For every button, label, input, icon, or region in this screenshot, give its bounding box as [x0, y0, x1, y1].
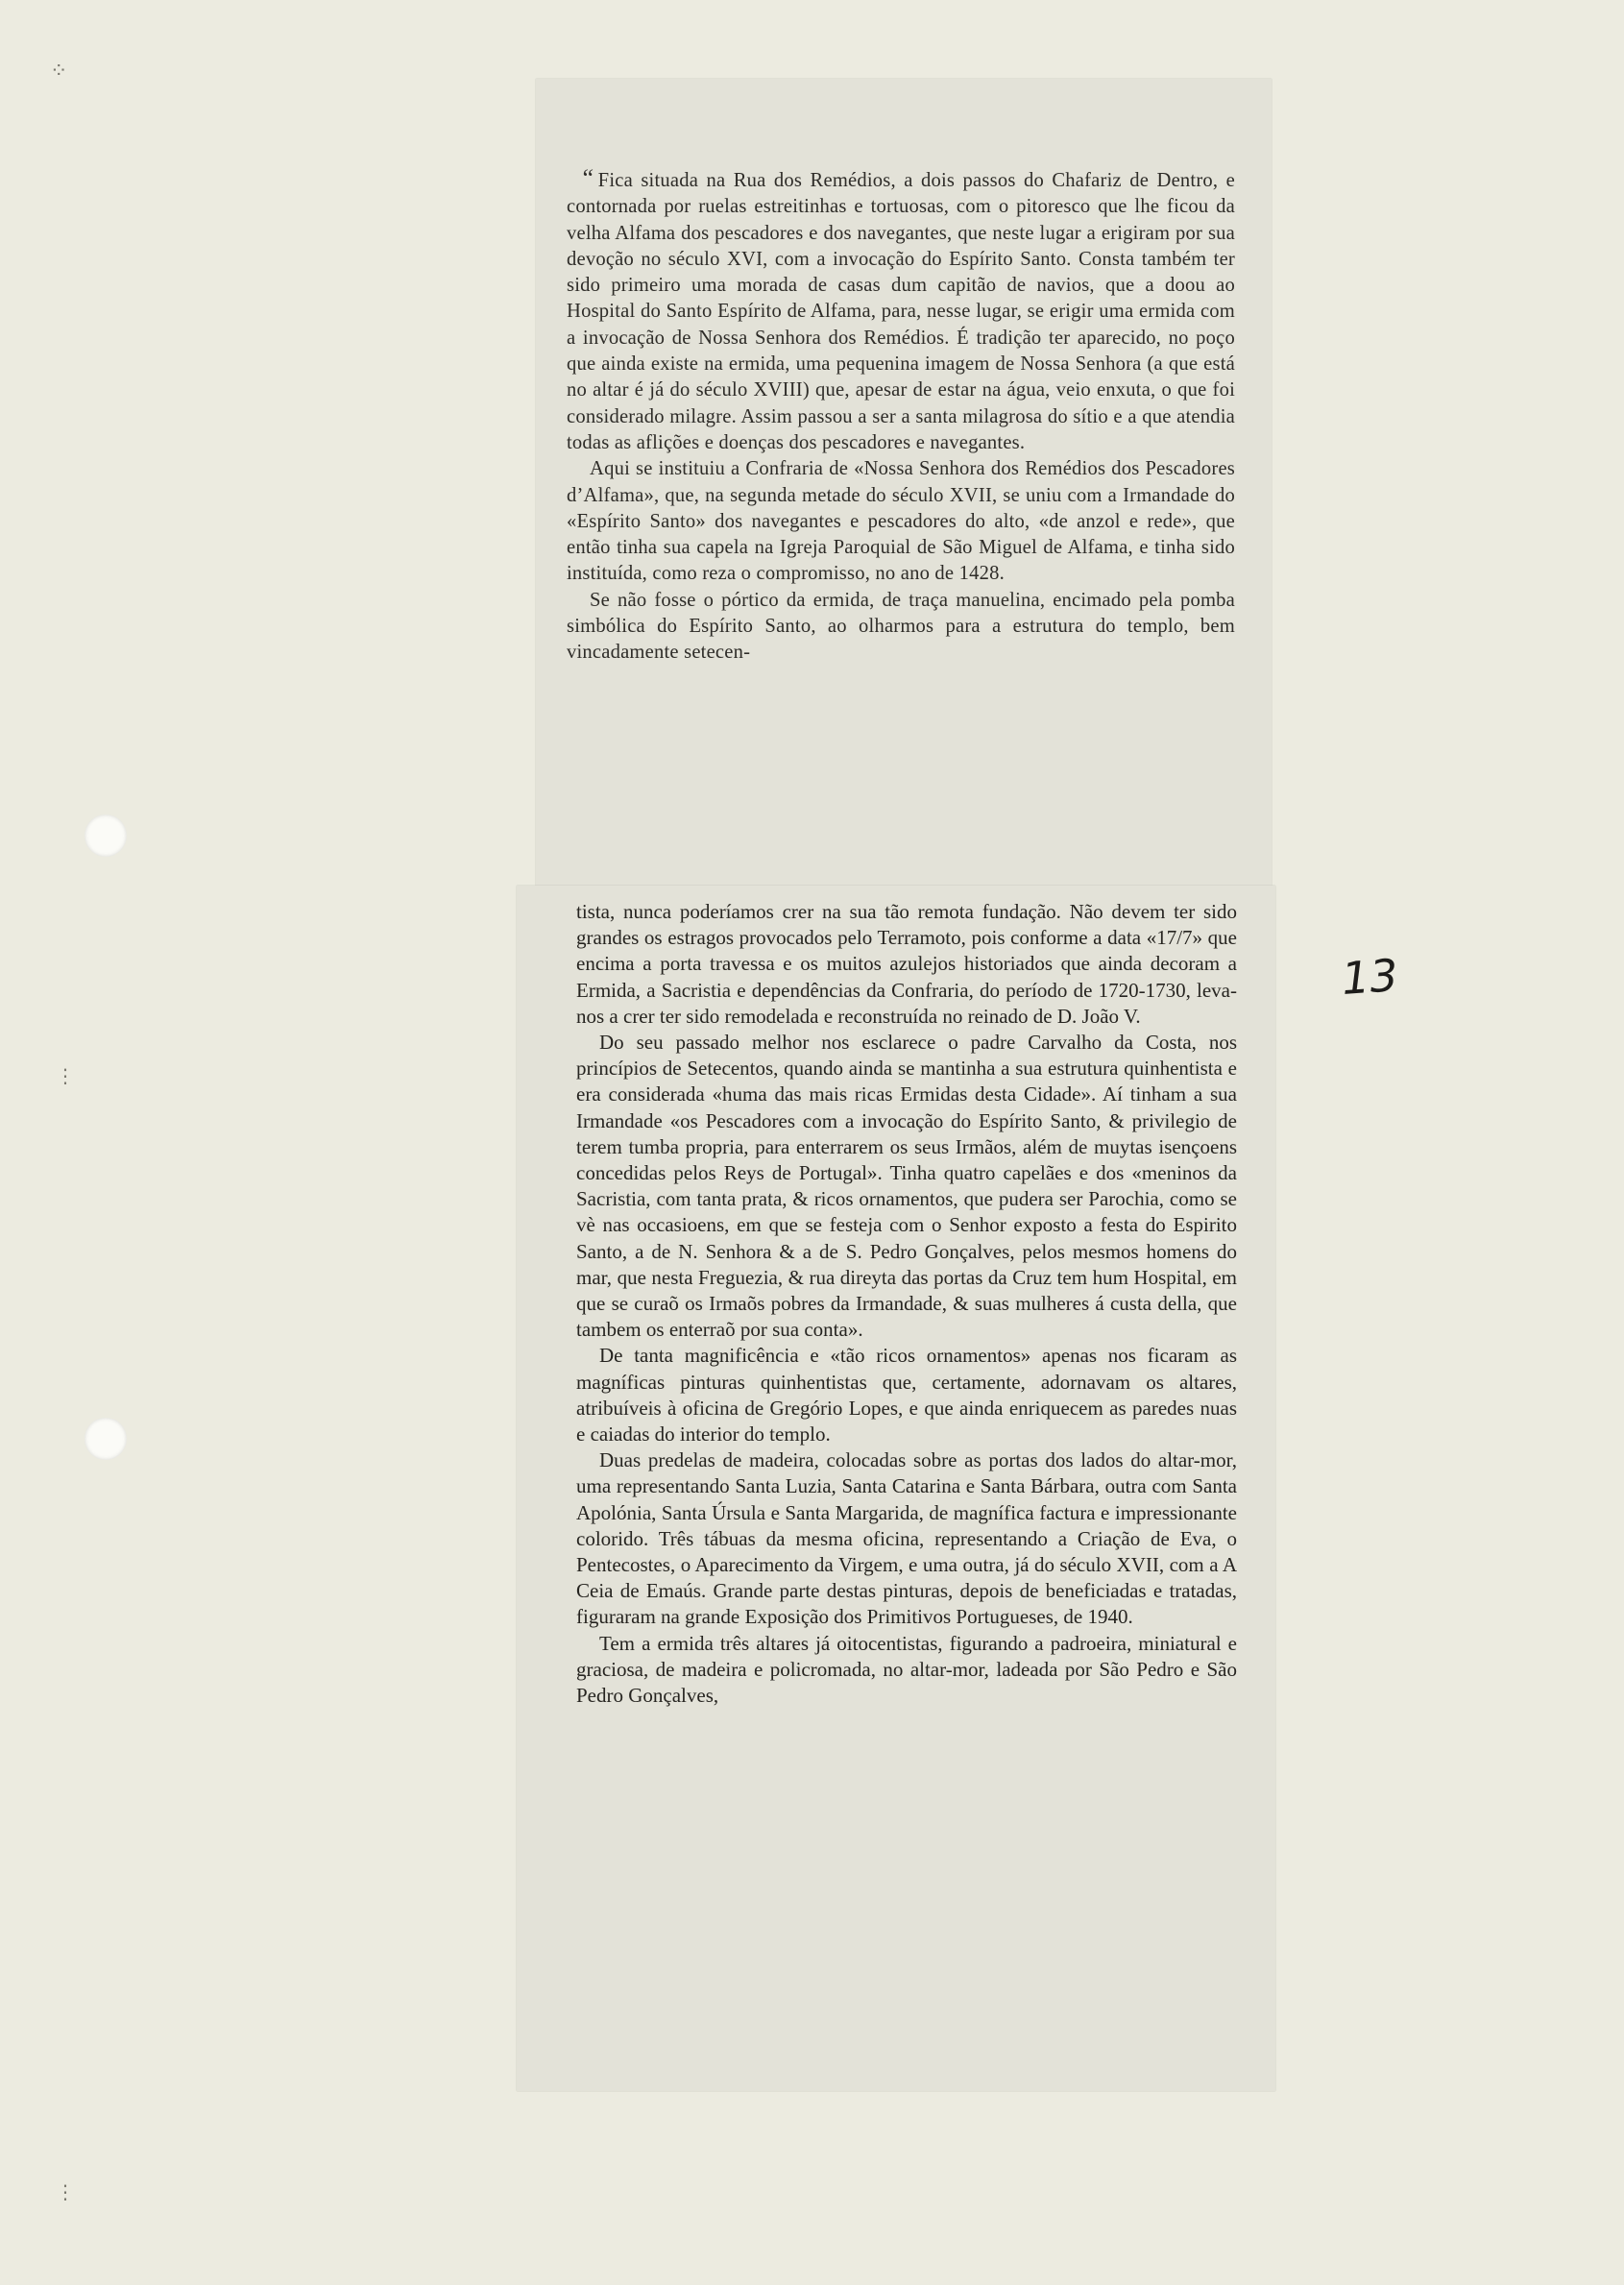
edge-mark-icon: ⁘	[50, 60, 68, 84]
paragraph: Duas predelas de madeira, colocadas sobre as portas dos lados do altar-mor, uma representando Santa Luzia, Santa Catarina e Santa Bárbara, outra com Santa Apolónia, Santa Úrsula e Santa Margarida, de magnífica factura e impressionante colorido. Três tábuas da mesma oficina, representando a Criação de Eva, o Pentecostes, o Aparecimento da Virgem, e uma outra, já do século XVII, com a A Ceia de Emaús. Grande parte destas pinturas, depois de beneficiadas e tratadas, figuraram na grande Exposição dos Primitivos Portugueses, de 1940.	[576, 1448, 1237, 1629]
paragraph: Tem a ermida três altares já oitocentistas, figurando a padroeira, miniatural e graciosa, de madeira e policromada, no altar-mor, ladeada por São Pedro e São Pedro Gonçalves,	[576, 1631, 1237, 1708]
paragraph: Se não fosse o pórtico da ermida, de traça manuelina, encimado pela pomba simbólica do Espírito Santo, ao olharmos para a estrutura do templo, bem vincadamente setecen-	[567, 589, 1235, 664]
paragraph: De tanta magnificência e «tão ricos ornamentos» apenas nos ficaram as magníficas pinturas quinhentistas que, certamente, adornavam os altares, atribuíveis à oficina de Gregório Lopes, e que ainda enriquecem as paredes nuas e caiadas do interior do templo.	[576, 1344, 1237, 1446]
edge-mark-icon: ⋮	[56, 1064, 75, 1087]
edge-mark-icon: ⋮	[56, 2180, 75, 2203]
handwritten-quote-mark: “	[580, 164, 594, 192]
paragraph: “ Fica situada na Rua dos Remédios, a dois passos do Chafariz de Dentro, e contornada por ruelas estreitinhas e tortuosas, com o pitoresco que lhe ficou da velha Alfama dos pescadores e dos navegantes, que neste lugar a erigiram por sua devoção no século XVI, com a invocação do Espírito Santo. Consta também ter sido primeiro uma morada de casas dum capitão de navios, que a doou ao Hospital do Santo Espírito de Alfama, para, nesse lugar, se erigir uma ermida com a invocação de Nossa Senhora dos Remédios. É tradição ter aparecido, no poço que ainda existe na ermida, uma pequenina imagem de Nossa Senhora (a que está no altar é já do século XVIII) que, apesar de estar na água, veio enxuta, o que foi considerado milagre. Assim passou a ser a santa milagrosa do sítio e a que atendia todas as aflições e doenças dos pescadores e navegantes.	[567, 164, 1235, 453]
punch-hole-top	[85, 814, 127, 857]
clipping-bottom-text	[576, 899, 1237, 1709]
handwritten-page-number: 13	[1340, 949, 1400, 1005]
paragraph: Do seu passado melhor nos esclarece o padre Carvalho da Costa, nos princípios de Setecentos, quando ainda se mantinha a sua estrutura quinhentista e era considerada «huma das mais ricas Ermidas desta Cidade». Aí tinham a sua Irmandade «os Pescadores com a invocação do Espírito Santo, & privilegio de terem tumba propria, para enterrarem os seus Irmãos, além de muytas isençoens concedidas pelos Reys de Portugal». Tinha quatro capelães e dos «meninos da Sacristia, com tanta prata, & ricos ornamentos, que pudera ser Parochia, como se vè nas occasioens, em que se festeja com o Senhor exposto a festa do Espirito Santo, a de N. Senhora & a de S. Pedro Gonçalves, pelos mesmos homens do mar, que nesta Freguezia, & rua direyta das portas da Cruz tem hum Hospital, em que se curaõ os Irmaõs pobres da Irmandade, & suas mulheres á custa della, que tambem os enterraõ por sua conta».	[576, 1031, 1237, 1342]
clipping-top-text	[567, 165, 1235, 667]
paragraph: tista, nunca poderíamos crer na sua tão remota fundação. Não devem ter sido grandes os estragos provocados pelo Terramoto, pois conforme a data «17/7» que encima a porta travessa e os muitos azulejos historiados que ainda decoram a Ermida, a Sacristia e dependências da Confraria, do período de 1720-1730, leva-nos a crer ter sido remodelada e reconstruída no reinado de D. João V.	[576, 900, 1237, 1028]
punch-hole-bottom	[85, 1418, 127, 1460]
paragraph: Aqui se instituiu a Confraria de «Nossa Senhora dos Remédios dos Pescadores d’Alfama», que, na segunda metade do século XVII, se uniu com a Irmandade do «Espírito Santo» dos navegantes e pescadores do alto, «de anzol e rede», que então tinha sua capela na Igreja Paroquial de São Miguel de Alfama, e tinha sido instituída, como reza o compromisso, no ano de 1428.	[567, 458, 1235, 585]
